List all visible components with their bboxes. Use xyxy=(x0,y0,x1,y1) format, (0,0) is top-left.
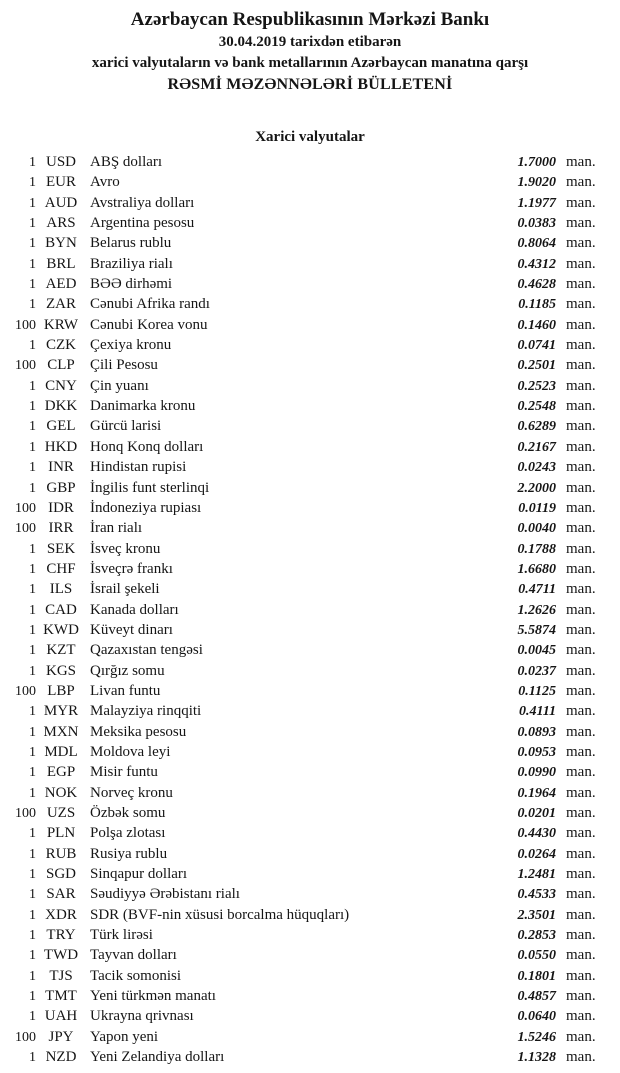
unit-label: man. xyxy=(566,927,596,944)
currency-name: Misir funtu xyxy=(90,764,158,781)
rate-row xyxy=(0,986,620,1006)
quantity: 1 xyxy=(29,439,36,455)
rate-value: 2.3501 xyxy=(517,907,556,923)
rate-row xyxy=(0,559,620,579)
currency-code: NOK xyxy=(44,784,78,801)
quantity: 1 xyxy=(29,378,36,394)
currency-name: Norveç kronu xyxy=(90,784,173,801)
quantity: 1 xyxy=(29,297,36,313)
currency-name: Danimarka kronu xyxy=(90,398,196,415)
unit-label: man. xyxy=(566,723,596,740)
rate-value: 0.4711 xyxy=(518,582,556,598)
rate-value: 0.0243 xyxy=(517,460,556,476)
rate-row xyxy=(0,1006,620,1026)
rate-row xyxy=(0,416,620,436)
currency-name: İsveçrə frankı xyxy=(90,560,173,577)
currency-code: ILS xyxy=(49,581,73,598)
currency-name: ABŞ dolları xyxy=(90,154,163,170)
currency-name: Polşa zlotası xyxy=(90,825,166,842)
rate-value: 1.2481 xyxy=(517,867,556,883)
quantity: 1 xyxy=(29,663,36,679)
rate-value: 0.0201 xyxy=(517,806,556,821)
currency-name: Özbək somu xyxy=(90,805,166,821)
currency-name: Çin yuanı xyxy=(90,377,149,394)
currency-name: Tayvan dolları xyxy=(90,947,177,964)
rate-value: 1.2626 xyxy=(517,602,556,618)
rate-value: 0.0741 xyxy=(517,338,556,354)
rate-value: 0.1788 xyxy=(517,541,556,557)
rate-row xyxy=(0,437,620,457)
rate-value: 0.1964 xyxy=(517,785,556,801)
currency-name: Hindistan rupisi xyxy=(90,459,187,476)
rate-value: 0.0383 xyxy=(517,216,556,232)
quantity: 1 xyxy=(29,907,36,923)
unit-label: man. xyxy=(566,886,596,903)
unit-label: man. xyxy=(566,418,596,435)
currency-code: HKD xyxy=(44,438,78,455)
rate-value: 0.0040 xyxy=(517,521,556,537)
quantity: 1 xyxy=(29,541,36,557)
unit-label: man. xyxy=(566,581,596,598)
unit-label: man. xyxy=(566,967,596,984)
quantity: 1 xyxy=(29,480,36,496)
rate-value: 0.4312 xyxy=(517,256,556,272)
currency-name: Ukrayna qrivnası xyxy=(90,1008,194,1025)
unit-label: man. xyxy=(566,825,596,842)
unit-label: man. xyxy=(566,174,596,191)
rate-row xyxy=(0,315,620,335)
section-title-foreign-currencies: Xarici valyutalar xyxy=(255,129,365,145)
rate-value: 0.1801 xyxy=(517,968,556,984)
currency-code: EUR xyxy=(46,174,76,191)
rate-value: 0.1125 xyxy=(518,683,556,699)
unit-label: man. xyxy=(566,866,596,883)
quantity: 1 xyxy=(29,622,36,638)
currency-name: Gürcü larisi xyxy=(90,418,162,435)
currency-code: IDR xyxy=(48,499,74,516)
rate-row xyxy=(0,579,620,599)
effective-date-line: 30.04.2019 tarixdən etibarən xyxy=(218,34,402,50)
quantity: 1 xyxy=(29,175,36,191)
currency-name: Çexiya kronu xyxy=(90,337,172,354)
unit-label: man. xyxy=(566,438,596,455)
rate-row xyxy=(0,844,620,864)
currency-name: İngilis funt sterlinqi xyxy=(90,479,210,496)
rate-row xyxy=(0,274,620,294)
currency-code: KWD xyxy=(43,621,79,638)
currency-name: Küveyt dinarı xyxy=(90,621,173,638)
currency-code: BYN xyxy=(45,235,77,252)
rate-row xyxy=(0,742,620,762)
currency-code: SEK xyxy=(46,540,76,557)
quantity: 1 xyxy=(29,1050,36,1066)
currency-name: Belarus rublu xyxy=(90,235,172,252)
unit-label: man. xyxy=(566,906,596,923)
currency-code: CZK xyxy=(46,337,76,354)
quantity: 1 xyxy=(29,704,36,720)
currency-name: Meksika pesosu xyxy=(90,723,187,740)
rate-row xyxy=(0,213,620,233)
quantity: 1 xyxy=(29,419,36,435)
currency-name: Argentina pesosu xyxy=(90,215,195,232)
rate-row xyxy=(0,783,620,803)
currency-code: LBP xyxy=(47,682,75,699)
currency-code: CNY xyxy=(45,377,77,394)
rate-row xyxy=(0,620,620,640)
currency-name: Çili Pesosu xyxy=(90,357,158,374)
unit-label: man. xyxy=(566,357,596,374)
quantity: 100 xyxy=(15,358,36,374)
rate-value: 0.2548 xyxy=(517,399,556,415)
rate-value: 0.4857 xyxy=(517,989,556,1005)
rate-value: 0.8064 xyxy=(517,236,556,252)
rate-row xyxy=(0,1027,620,1047)
unit-label: man. xyxy=(566,784,596,801)
currency-name: İsveç kronu xyxy=(90,540,161,557)
currency-code: MYR xyxy=(43,703,79,720)
rate-value: 0.2167 xyxy=(517,439,556,455)
rate-value: 2.2000 xyxy=(517,480,556,496)
unit-label: man. xyxy=(566,560,596,577)
rate-row xyxy=(0,640,620,660)
rate-value: 0.4628 xyxy=(517,277,556,293)
rate-row xyxy=(0,396,620,416)
currency-code: UAH xyxy=(44,1008,78,1025)
quantity: 1 xyxy=(29,277,36,293)
quantity: 100 xyxy=(15,521,36,537)
currency-name: Yapon yeni xyxy=(90,1028,159,1045)
rate-row xyxy=(0,518,620,538)
rate-value: 0.0045 xyxy=(517,643,556,659)
currency-name: Cənubi Afrika randı xyxy=(90,296,210,313)
rate-row xyxy=(0,661,620,681)
rate-row xyxy=(0,681,620,701)
rate-row xyxy=(0,172,620,192)
rate-row xyxy=(0,600,620,620)
quantity: 1 xyxy=(29,948,36,964)
rate-value: 0.4533 xyxy=(517,887,556,903)
currency-code: ARS xyxy=(46,215,76,232)
rate-value: 0.0264 xyxy=(517,846,556,862)
quantity: 100 xyxy=(15,806,36,821)
currency-code: KZT xyxy=(46,642,76,659)
quantity: 1 xyxy=(29,846,36,862)
currency-code: AUD xyxy=(44,194,78,211)
rate-row xyxy=(0,376,620,396)
unit-label: man. xyxy=(566,947,596,964)
unit-label: man. xyxy=(566,255,596,272)
rate-value: 1.1977 xyxy=(517,195,556,211)
unit-label: man. xyxy=(566,642,596,659)
quantity: 1 xyxy=(29,602,36,618)
unit-label: man. xyxy=(566,845,596,862)
rate-value: 1.1328 xyxy=(517,1050,556,1066)
quantity: 1 xyxy=(29,216,36,232)
rate-value: 0.4430 xyxy=(517,826,556,842)
rate-value: 0.0119 xyxy=(518,500,556,516)
rate-row xyxy=(0,722,620,742)
quantity: 100 xyxy=(15,500,36,516)
rate-row xyxy=(0,193,620,213)
rate-value: 5.5874 xyxy=(517,622,556,638)
currency-name: Tacik somonisi xyxy=(90,967,182,984)
unit-label: man. xyxy=(566,621,596,638)
rate-value: 0.2523 xyxy=(517,378,556,394)
unit-label: man. xyxy=(566,520,596,537)
unit-label: man. xyxy=(566,459,596,476)
currency-code: JPY xyxy=(48,1028,74,1045)
quantity: 1 xyxy=(29,826,36,842)
unit-label: man. xyxy=(566,296,596,313)
currency-name: Rusiya rublu xyxy=(90,845,168,862)
bulletin-subtitle: xarici valyutaların və bank metallarının Azərbaycan manatına qarşı xyxy=(91,55,529,71)
rate-value: 0.2501 xyxy=(517,358,556,374)
currency-code: NZD xyxy=(45,1049,77,1066)
unit-label: man. xyxy=(566,337,596,354)
unit-label: man. xyxy=(566,316,596,333)
rate-value: 1.7000 xyxy=(517,155,556,170)
currency-name: BƏƏ dirhəmi xyxy=(90,276,173,293)
rate-value: 0.4111 xyxy=(519,704,556,720)
currency-name: Malayziya rinqqiti xyxy=(90,703,202,720)
currency-code: PLN xyxy=(46,825,76,842)
currency-code: KGS xyxy=(45,662,76,679)
rate-value: 0.0990 xyxy=(517,765,556,781)
rate-value: 0.1460 xyxy=(517,317,556,333)
rate-value: 1.9020 xyxy=(517,175,556,191)
currency-name: Cənubi Korea vonu xyxy=(90,316,208,333)
currency-code: EGP xyxy=(46,764,76,781)
currency-name: Yeni türkmən manatı xyxy=(90,988,216,1005)
rate-row xyxy=(0,762,620,782)
rate-row xyxy=(0,1047,620,1067)
bulletin-title: RƏSMİ MƏZƏNNƏLƏRİ BÜLLETENİ xyxy=(167,76,453,93)
quantity: 1 xyxy=(29,785,36,801)
currency-code: SAR xyxy=(46,886,76,903)
currency-name: Livan funtu xyxy=(90,682,161,699)
currency-code: IRR xyxy=(48,520,74,537)
currency-code: TRY xyxy=(46,927,76,944)
currency-name: Avro xyxy=(90,174,120,191)
rate-row xyxy=(0,966,620,986)
unit-label: man. xyxy=(566,215,596,232)
currency-name: Avstraliya dolları xyxy=(90,194,195,211)
rate-row xyxy=(0,457,620,477)
unit-label: man. xyxy=(566,703,596,720)
currency-name: Braziliya rialı xyxy=(90,255,173,272)
currency-name: İran rialı xyxy=(90,520,143,537)
rates-table xyxy=(0,152,620,1067)
currency-name: Qırğız somu xyxy=(90,662,165,679)
currency-code: CAD xyxy=(45,601,77,618)
currency-code: CHF xyxy=(46,560,76,577)
currency-code: GEL xyxy=(46,418,76,435)
rate-row xyxy=(0,803,620,823)
rate-value: 0.6289 xyxy=(517,419,556,435)
quantity: 1 xyxy=(29,561,36,577)
unit-label: man. xyxy=(566,743,596,760)
quantity: 1 xyxy=(29,928,36,944)
quantity: 1 xyxy=(29,460,36,476)
currency-code: KRW xyxy=(43,316,79,333)
currency-name: Türk lirəsi xyxy=(90,927,153,944)
currency-name: Sinqapur dolları xyxy=(90,866,188,883)
currency-name: Yeni Zelandiya dolları xyxy=(90,1049,225,1066)
quantity: 1 xyxy=(29,724,36,740)
quantity: 1 xyxy=(29,867,36,883)
rate-row xyxy=(0,823,620,843)
rate-row xyxy=(0,335,620,355)
currency-code: INR xyxy=(48,459,74,476)
rate-value: 0.2853 xyxy=(517,928,556,944)
unit-label: man. xyxy=(566,540,596,557)
bank-name: Azərbaycan Respublikasının Mərkəzi Bankı xyxy=(130,9,490,30)
rate-value: 0.0953 xyxy=(517,744,556,760)
rate-value: 0.0640 xyxy=(517,1009,556,1025)
quantity: 1 xyxy=(29,1009,36,1025)
currency-name: Moldova leyi xyxy=(90,743,171,760)
rate-row xyxy=(0,884,620,904)
rate-row xyxy=(0,701,620,721)
rate-row xyxy=(0,539,620,559)
currency-code: GBP xyxy=(46,479,76,496)
rate-row xyxy=(0,498,620,518)
currency-code: CLP xyxy=(47,357,75,374)
rate-value: 0.0893 xyxy=(517,724,556,740)
currency-name: İndoneziya rupiası xyxy=(90,499,202,516)
currency-code: MDL xyxy=(44,743,78,760)
rate-value: 1.6680 xyxy=(517,561,556,577)
unit-label: man. xyxy=(566,276,596,293)
currency-name: Qazaxıstan tengəsi xyxy=(90,642,203,659)
quantity: 1 xyxy=(29,744,36,760)
rate-value: 0.1185 xyxy=(518,297,556,313)
quantity: 1 xyxy=(29,155,36,170)
quantity: 1 xyxy=(29,256,36,272)
quantity: 1 xyxy=(29,236,36,252)
currency-code: MXN xyxy=(43,723,79,740)
unit-label: man. xyxy=(566,988,596,1005)
quantity: 1 xyxy=(29,887,36,903)
quantity: 1 xyxy=(29,582,36,598)
currency-code: RUB xyxy=(45,845,77,862)
currency-code: XDR xyxy=(45,906,77,923)
quantity: 1 xyxy=(29,195,36,211)
currency-name: İsrail şekeli xyxy=(90,581,160,598)
quantity: 1 xyxy=(29,765,36,781)
currency-name: Kanada dolları xyxy=(90,601,179,618)
currency-code: DKK xyxy=(44,398,78,415)
quantity: 100 xyxy=(15,683,36,699)
unit-label: man. xyxy=(566,479,596,496)
currency-code: TWD xyxy=(43,947,79,964)
unit-label: man. xyxy=(566,1049,596,1066)
rate-row xyxy=(0,233,620,253)
unit-label: man. xyxy=(566,682,596,699)
rate-value: 1.5246 xyxy=(517,1029,556,1045)
unit-label: man. xyxy=(566,805,596,821)
unit-label: man. xyxy=(566,194,596,211)
document-header xyxy=(0,0,620,96)
currency-name: Honq Konq dolları xyxy=(90,438,204,455)
currency-name: Səudiyyə Ərəbistanı rialı xyxy=(90,886,240,903)
currency-code: TJS xyxy=(49,967,73,984)
quantity: 1 xyxy=(29,989,36,1005)
currency-name: SDR (BVF-nin xüsusi borcalma hüquqları) xyxy=(90,906,350,923)
unit-label: man. xyxy=(566,235,596,252)
unit-label: man. xyxy=(566,764,596,781)
unit-label: man. xyxy=(566,1008,596,1025)
currency-code: UZS xyxy=(46,805,76,821)
quantity: 1 xyxy=(29,643,36,659)
currency-code: SGD xyxy=(45,866,76,883)
unit-label: man. xyxy=(566,499,596,516)
unit-label: man. xyxy=(566,601,596,618)
unit-label: man. xyxy=(566,662,596,679)
unit-label: man. xyxy=(566,1028,596,1045)
currency-code: ZAR xyxy=(46,296,76,313)
currency-code: TMT xyxy=(45,988,77,1005)
rate-row xyxy=(0,905,620,925)
rate-row xyxy=(0,254,620,274)
quantity: 100 xyxy=(15,317,36,333)
currency-code: USD xyxy=(45,154,76,170)
currency-code: BRL xyxy=(46,255,76,272)
unit-label: man. xyxy=(566,377,596,394)
quantity: 1 xyxy=(29,399,36,415)
rate-row xyxy=(0,478,620,498)
rate-row xyxy=(0,294,620,314)
unit-label: man. xyxy=(566,154,596,170)
quantity: 1 xyxy=(29,338,36,354)
rate-row xyxy=(0,945,620,965)
currency-code: AED xyxy=(45,276,77,293)
quantity: 100 xyxy=(15,1029,36,1045)
rate-row xyxy=(0,355,620,375)
rate-row xyxy=(0,864,620,884)
rate-value: 0.0550 xyxy=(517,948,556,964)
quantity: 1 xyxy=(29,968,36,984)
rate-row xyxy=(0,925,620,945)
rate-row xyxy=(0,152,620,172)
rate-value: 0.0237 xyxy=(517,663,556,679)
unit-label: man. xyxy=(566,398,596,415)
